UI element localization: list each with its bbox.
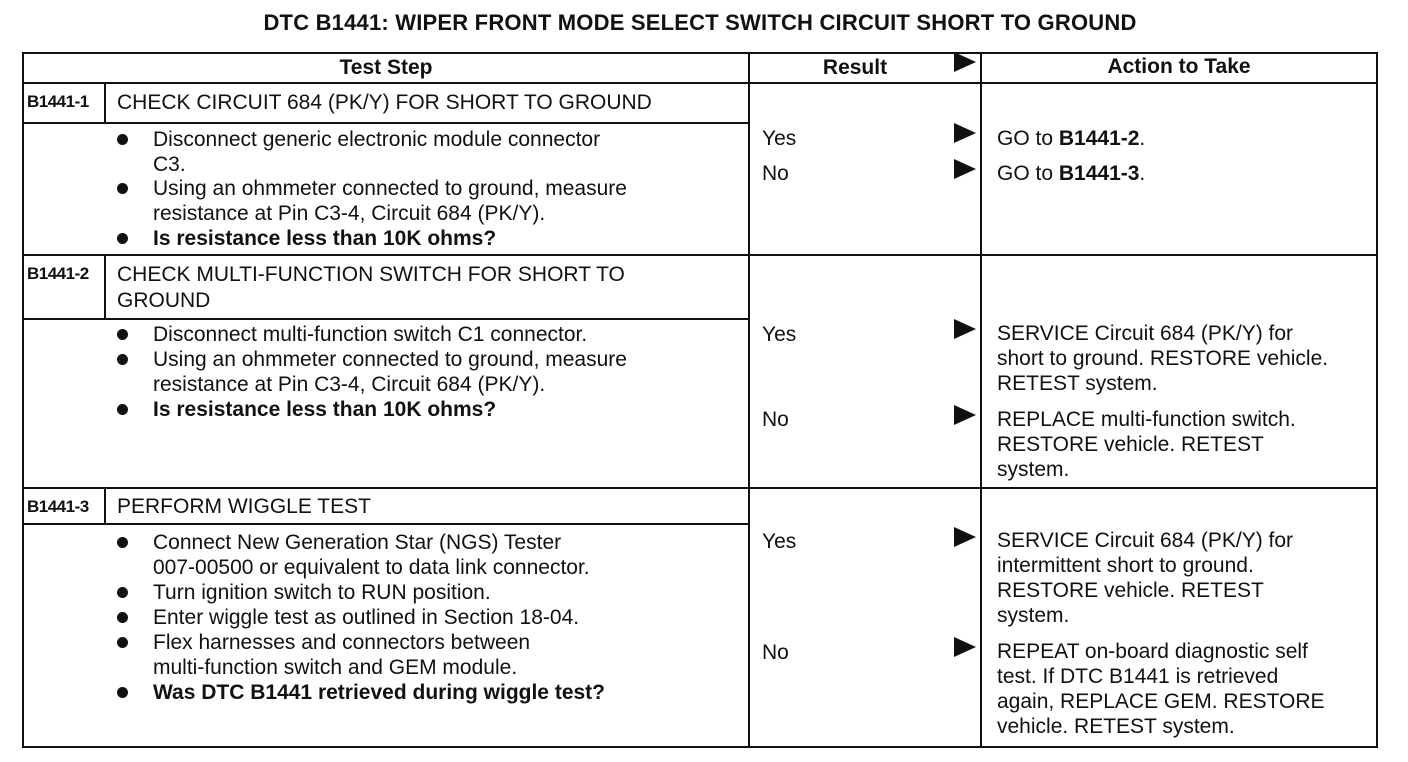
action-text: GO to B1441-3. — [997, 162, 1146, 185]
step-instruction: Connect New Generation Star (NGS) Tester — [153, 531, 562, 554]
header-result: Result — [822, 56, 888, 79]
bullet-icon — [117, 537, 128, 548]
step-instruction: Flex harnesses and connectors between — [153, 631, 531, 654]
step-instruction: Disconnect multi-function switch C1 connector. — [153, 323, 588, 346]
bullet-icon — [117, 354, 128, 365]
step-question: Was DTC B1441 retrieved during wiggle test? — [153, 681, 605, 704]
step-instruction: Using an ohmmeter connected to ground, measure — [153, 348, 627, 371]
row-separator-1 — [22, 254, 1378, 256]
bullet-icon — [117, 687, 128, 698]
action-text: vehicle. RETEST system. — [997, 715, 1235, 738]
action-text: RETEST system. — [997, 372, 1158, 395]
result-column-divider — [748, 52, 750, 748]
bullet-icon — [117, 637, 128, 648]
step-heading: CHECK CIRCUIT 684 (PK/Y) FOR SHORT TO GROUND — [117, 91, 652, 114]
step-instruction: Using an ohmmeter connected to ground, measure — [153, 177, 627, 200]
bullet-icon — [117, 329, 128, 340]
arrow-icon — [954, 123, 976, 143]
header-test-step: Test Step — [339, 56, 433, 79]
step-code: B1441-2 — [27, 264, 89, 283]
step2-heading-line — [22, 318, 749, 320]
step1-code-divider — [104, 82, 106, 123]
arrow-icon — [954, 319, 976, 339]
header-action: Action to Take — [1107, 55, 1251, 78]
action-text: test. If DTC B1441 is retrieved — [997, 665, 1279, 688]
action-text: short to ground. RESTORE vehicle. — [997, 347, 1329, 370]
step1-heading-line — [22, 122, 749, 124]
table-left-border — [22, 52, 24, 748]
result-yes: Yes — [762, 323, 797, 346]
action-text: GO to B1441-2. — [997, 127, 1146, 150]
bullet-icon — [117, 183, 128, 194]
step-heading: PERFORM WIGGLE TEST — [117, 495, 371, 518]
bullet-icon — [117, 134, 128, 145]
step-heading: GROUND — [117, 289, 211, 312]
action-column-divider — [980, 52, 982, 748]
step-instruction: 007-00500 or equivalent to data link connector. — [153, 556, 590, 579]
bullet-icon — [117, 612, 128, 623]
step-question: Is resistance less than 10K ohms? — [153, 227, 497, 250]
action-text: SERVICE Circuit 684 (PK/Y) for — [997, 529, 1294, 552]
step3-heading-line — [22, 523, 749, 525]
arrow-icon — [954, 527, 976, 547]
step-instruction: multi-function switch and GEM module. — [153, 656, 518, 679]
action-text: SERVICE Circuit 684 (PK/Y) for — [997, 322, 1294, 345]
arrow-icon — [954, 405, 976, 425]
result-no: No — [762, 641, 789, 664]
document-title: DTC B1441: WIPER FRONT MODE SELECT SWITCH CIRCUIT SHORT TO GROUND — [263, 10, 1137, 35]
step-code: B1441-3 — [27, 497, 89, 516]
bullet-icon — [117, 404, 128, 415]
table-top-border — [22, 52, 1378, 54]
bullet-icon — [117, 587, 128, 598]
result-yes: Yes — [762, 127, 797, 150]
table-bottom-border — [22, 746, 1378, 748]
step-heading: CHECK MULTI-FUNCTION SWITCH FOR SHORT TO — [117, 263, 625, 286]
header-arrow-icon — [954, 52, 976, 72]
step-instruction: C3. — [153, 153, 186, 176]
step-instruction: Disconnect generic electronic module connector — [153, 128, 601, 151]
step3-code-divider — [104, 487, 106, 524]
step2-code-divider — [104, 254, 106, 319]
result-yes: Yes — [762, 530, 797, 553]
table-right-border — [1376, 52, 1378, 748]
step-instruction: resistance at Pin C3-4, Circuit 684 (PK/Y). — [153, 373, 546, 396]
bullet-icon — [117, 233, 128, 244]
action-text: RESTORE vehicle. RETEST — [997, 579, 1264, 602]
step-instruction: Enter wiggle test as outlined in Section 18-04. — [153, 606, 580, 629]
header-bottom-border — [22, 82, 1378, 84]
step-instruction: resistance at Pin C3-4, Circuit 684 (PK/Y). — [153, 202, 546, 225]
action-text: RESTORE vehicle. RETEST — [997, 433, 1264, 456]
row-separator-2 — [22, 487, 1378, 489]
action-text: again, REPLACE GEM. RESTORE — [997, 690, 1325, 713]
step-question: Is resistance less than 10K ohms? — [153, 398, 497, 421]
action-text: intermittent short to ground. — [997, 554, 1254, 577]
action-text: system. — [997, 604, 1070, 627]
action-text: REPLACE multi-function switch. — [997, 408, 1296, 431]
action-text: system. — [997, 458, 1070, 481]
step-instruction: Turn ignition switch to RUN position. — [153, 581, 491, 604]
step-code: B1441-1 — [27, 92, 89, 111]
action-text: REPEAT on-board diagnostic self — [997, 640, 1308, 663]
arrow-icon — [954, 159, 976, 179]
arrow-icon — [954, 637, 976, 657]
result-no: No — [762, 162, 789, 185]
result-no: No — [762, 408, 789, 431]
